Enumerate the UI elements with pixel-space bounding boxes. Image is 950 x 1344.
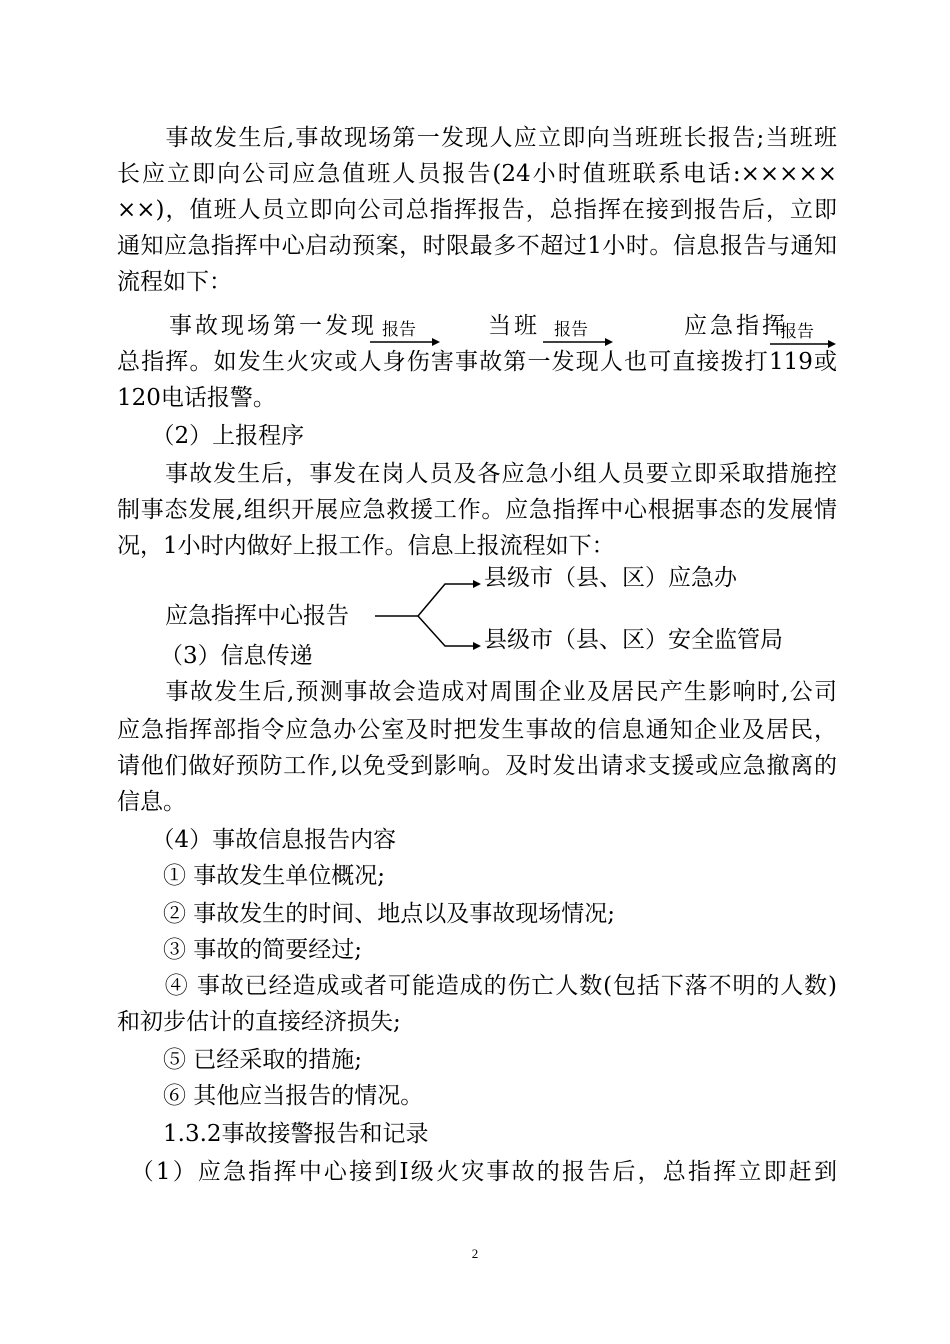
p2-line-2: 制事态发展,组织开展应急救援工作。应急指挥中心根据事态的发展情 bbox=[117, 497, 837, 523]
section-3-heading: （3）信息传递 bbox=[160, 643, 313, 669]
item-2: ② 事故发生的时间、地点以及事故现场情况; bbox=[117, 901, 616, 927]
item-6: ⑥ 其他应当报告的情况。 bbox=[117, 1083, 424, 1109]
p1-line-4: 通知应急指挥中心启动预案，时限最多不超过1小时。信息报告与通知 bbox=[117, 233, 837, 259]
p3-line-3: 请他们做好预防工作,以免受到影响。及时发出请求支援或应急撤离的 bbox=[117, 753, 837, 779]
flow-tail-line: 总指挥。如发生火灾或人身伤害事故第一发现人也可直接拨打119或 bbox=[117, 349, 837, 375]
item-5: ⑤ 已经采取的措施; bbox=[117, 1047, 363, 1073]
report-branch-arrows bbox=[375, 572, 485, 652]
p4-line-1: （1）应急指挥中心接到Ⅰ级火灾事故的报告后，总指挥立即赶到 bbox=[117, 1159, 837, 1185]
p1-line-1: 事故发生后,事故现场第一发现人应立即向当班班长报告;当班班 bbox=[117, 125, 837, 151]
flow-arrow-label-3: 报告 bbox=[780, 322, 814, 342]
report-source: 应急指挥中心报告 bbox=[165, 603, 349, 629]
p1-line-3: ××)，值班人员立即向公司总指挥报告，总指挥在接到报告后，立即 bbox=[117, 197, 837, 223]
section-4-heading: （4）事故信息报告内容 bbox=[117, 827, 397, 853]
flow-node-emergency-command: 应急指挥 bbox=[684, 313, 788, 339]
p3-line-2: 应急指挥部指令应急办公室及时把发生事故的信息通知企业及居民， bbox=[117, 717, 837, 743]
section-2-heading: （2）上报程序 bbox=[117, 423, 305, 449]
p2-line-3: 况，1小时内做好上报工作。信息上报流程如下： bbox=[117, 533, 615, 559]
item-4-line-2: 和初步估计的直接经济损失; bbox=[117, 1009, 401, 1035]
p2-line-1: 事故发生后，事发在岗人员及各应急小组人员要立即采取措施控 bbox=[117, 461, 837, 487]
flow-node-first-finder: 事故现场第一发现 bbox=[117, 313, 377, 339]
flow-tail-line-2: 120电话报警。 bbox=[117, 385, 276, 411]
p3-line-4: 信息。 bbox=[117, 789, 186, 815]
p1-line-5: 流程如下： bbox=[117, 269, 232, 295]
item-4-line-1: ④ 事故已经造成或者可能造成的伤亡人数(包括下落不明的人数) bbox=[117, 973, 837, 999]
flow-arrow-label-2: 报告 bbox=[554, 320, 588, 340]
flow-node-shift-leader: 当班 bbox=[488, 313, 540, 339]
section-1-3-2-heading: 1.3.2事故接警报告和记录 bbox=[117, 1121, 429, 1147]
page-number: 2 bbox=[471, 1246, 479, 1261]
item-3: ③ 事故的简要经过; bbox=[117, 937, 363, 963]
p3-line-1: 事故发生后,预测事故会造成对周围企业及居民产生影响时,公司 bbox=[117, 679, 837, 705]
flow-arrow-label-1: 报告 bbox=[382, 320, 416, 340]
report-target-safety-bureau: 县级市（县、区）安全监管局 bbox=[484, 627, 783, 653]
p1-line-2: 长应立即向公司应急值班人员报告(24小时值班联系电话:××××× bbox=[117, 161, 837, 187]
report-target-emergency-office: 县级市（县、区）应急办 bbox=[484, 565, 737, 591]
item-1: ① 事故发生单位概况; bbox=[117, 863, 386, 889]
